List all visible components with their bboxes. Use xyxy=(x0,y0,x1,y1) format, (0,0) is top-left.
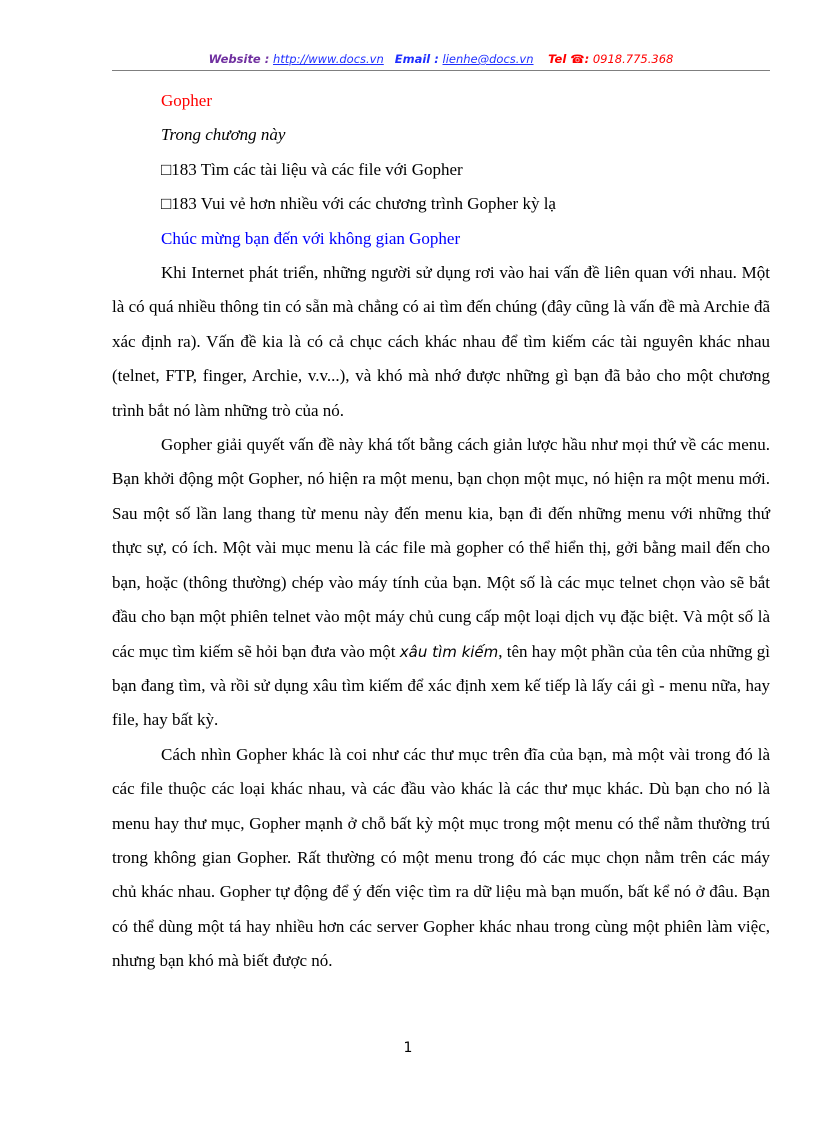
doc-subtitle: Trong chương này xyxy=(161,125,286,145)
bullet-box-icon: □ xyxy=(161,159,172,179)
bullet-text: 183 Tìm các tài liệu và các file với Gopher xyxy=(171,159,463,179)
paragraph-2-text-b: , tên hay một phần của tên của những gì bạn đang tìm, và rồi sử dụng xâu tìm kiếm để xác định xem kế tiếp là lấy cái gì - menu nữa, hay file, hay bất kỳ. xyxy=(112,641,771,730)
page-number: 1 xyxy=(403,1040,413,1056)
website-label: Website : xyxy=(208,52,270,66)
paragraph-1: Khi Internet phát triển, những người sử dụng rơi vào hai vấn đề liên quan với nhau. Một là có quá nhiều thông tin có sẵn mà chẳng có ai tìm đến chúng (đây cũng là vấn đề mà Archie đã xác định ra). Vấn đề kia là có cả chục cách khác nhau để tìm kiếm các tài nguyên khác nhau (telnet, FTP, finger, Archie, v.v...), và khó mà nhớ được những gì bạn đã bảo cho một chương trình bắt nó làm những trò của nó. xyxy=(112,263,770,420)
bullet-text: 183 Vui vẻ hơn nhiều với các chương trình Gopher kỳ lạ xyxy=(171,194,556,214)
bullet-item xyxy=(112,187,770,221)
document-body xyxy=(112,84,770,979)
bullet-box-icon: □ xyxy=(161,194,172,214)
paragraph-2-text-a: Gopher giải quyết vấn đề này khá tốt bằng cách giản lược hầu như mọi thứ về các menu. Bạn khởi động một Gopher, nó hiện ra một menu, bạn chọn một mục, nó hiện ra một menu mới. Sau một số lần lang thang từ menu này đến menu kia, bạn đi đến những menu với những thứ thực sự, có ích. Một vài mục menu là các file mà gopher có thể hiển thị, gởi bằng mail đến cho bạn, hoặc (thông thường) chép vào máy tính của bạn. Một số là các mục telnet chọn vào sẽ bắt đầu cho bạn một phiên telnet vào một máy chủ cung cấp một loại dịch vụ đặc biệt. Và một số là các mục tìm kiếm sẽ hỏi bạn đưa vào một xyxy=(112,435,770,661)
bullet-item xyxy=(112,153,770,187)
doc-title: Gopher xyxy=(161,91,212,110)
section-heading: Chúc mừng bạn đến với không gian Gopher xyxy=(161,228,461,248)
paragraph-3: Cách nhìn Gopher khác là coi như các thư mục trên đĩa của bạn, mà một vài trong đó là các file thuộc các loại khác nhau, và các đầu vào khác là các thư mục khác. Dù bạn cho nó là menu hay thư mục, Gopher mạnh ở chỗ bất kỳ một mục trong một menu có thể nằm thường trú trong không gian Gopher. Rất thường có một menu trong đó các mục chọn nằm trên các máy chủ khác nhau. Gopher tự động để ý đến việc tìm ra dữ liệu mà bạn muốn, bất kể nó ở đâu. Bạn có thể dùng một tá hay nhiều hơn các server Gopher khác nhau trong cùng một phiên làm việc, nhưng bạn khó mà biết được nó. xyxy=(112,744,770,971)
paragraph-2-italic-term: xâu tìm kiếm xyxy=(399,642,499,661)
paragraph-2 xyxy=(112,428,770,738)
email-link[interactable]: lienhe@docs.vn xyxy=(442,52,534,66)
email-label: Email : xyxy=(394,52,439,66)
tel-label: Tel ☎: xyxy=(548,52,590,66)
page-header xyxy=(112,50,770,71)
tel-number: 0918.775.368 xyxy=(592,52,674,66)
website-link[interactable]: http://www.docs.vn xyxy=(273,52,384,66)
